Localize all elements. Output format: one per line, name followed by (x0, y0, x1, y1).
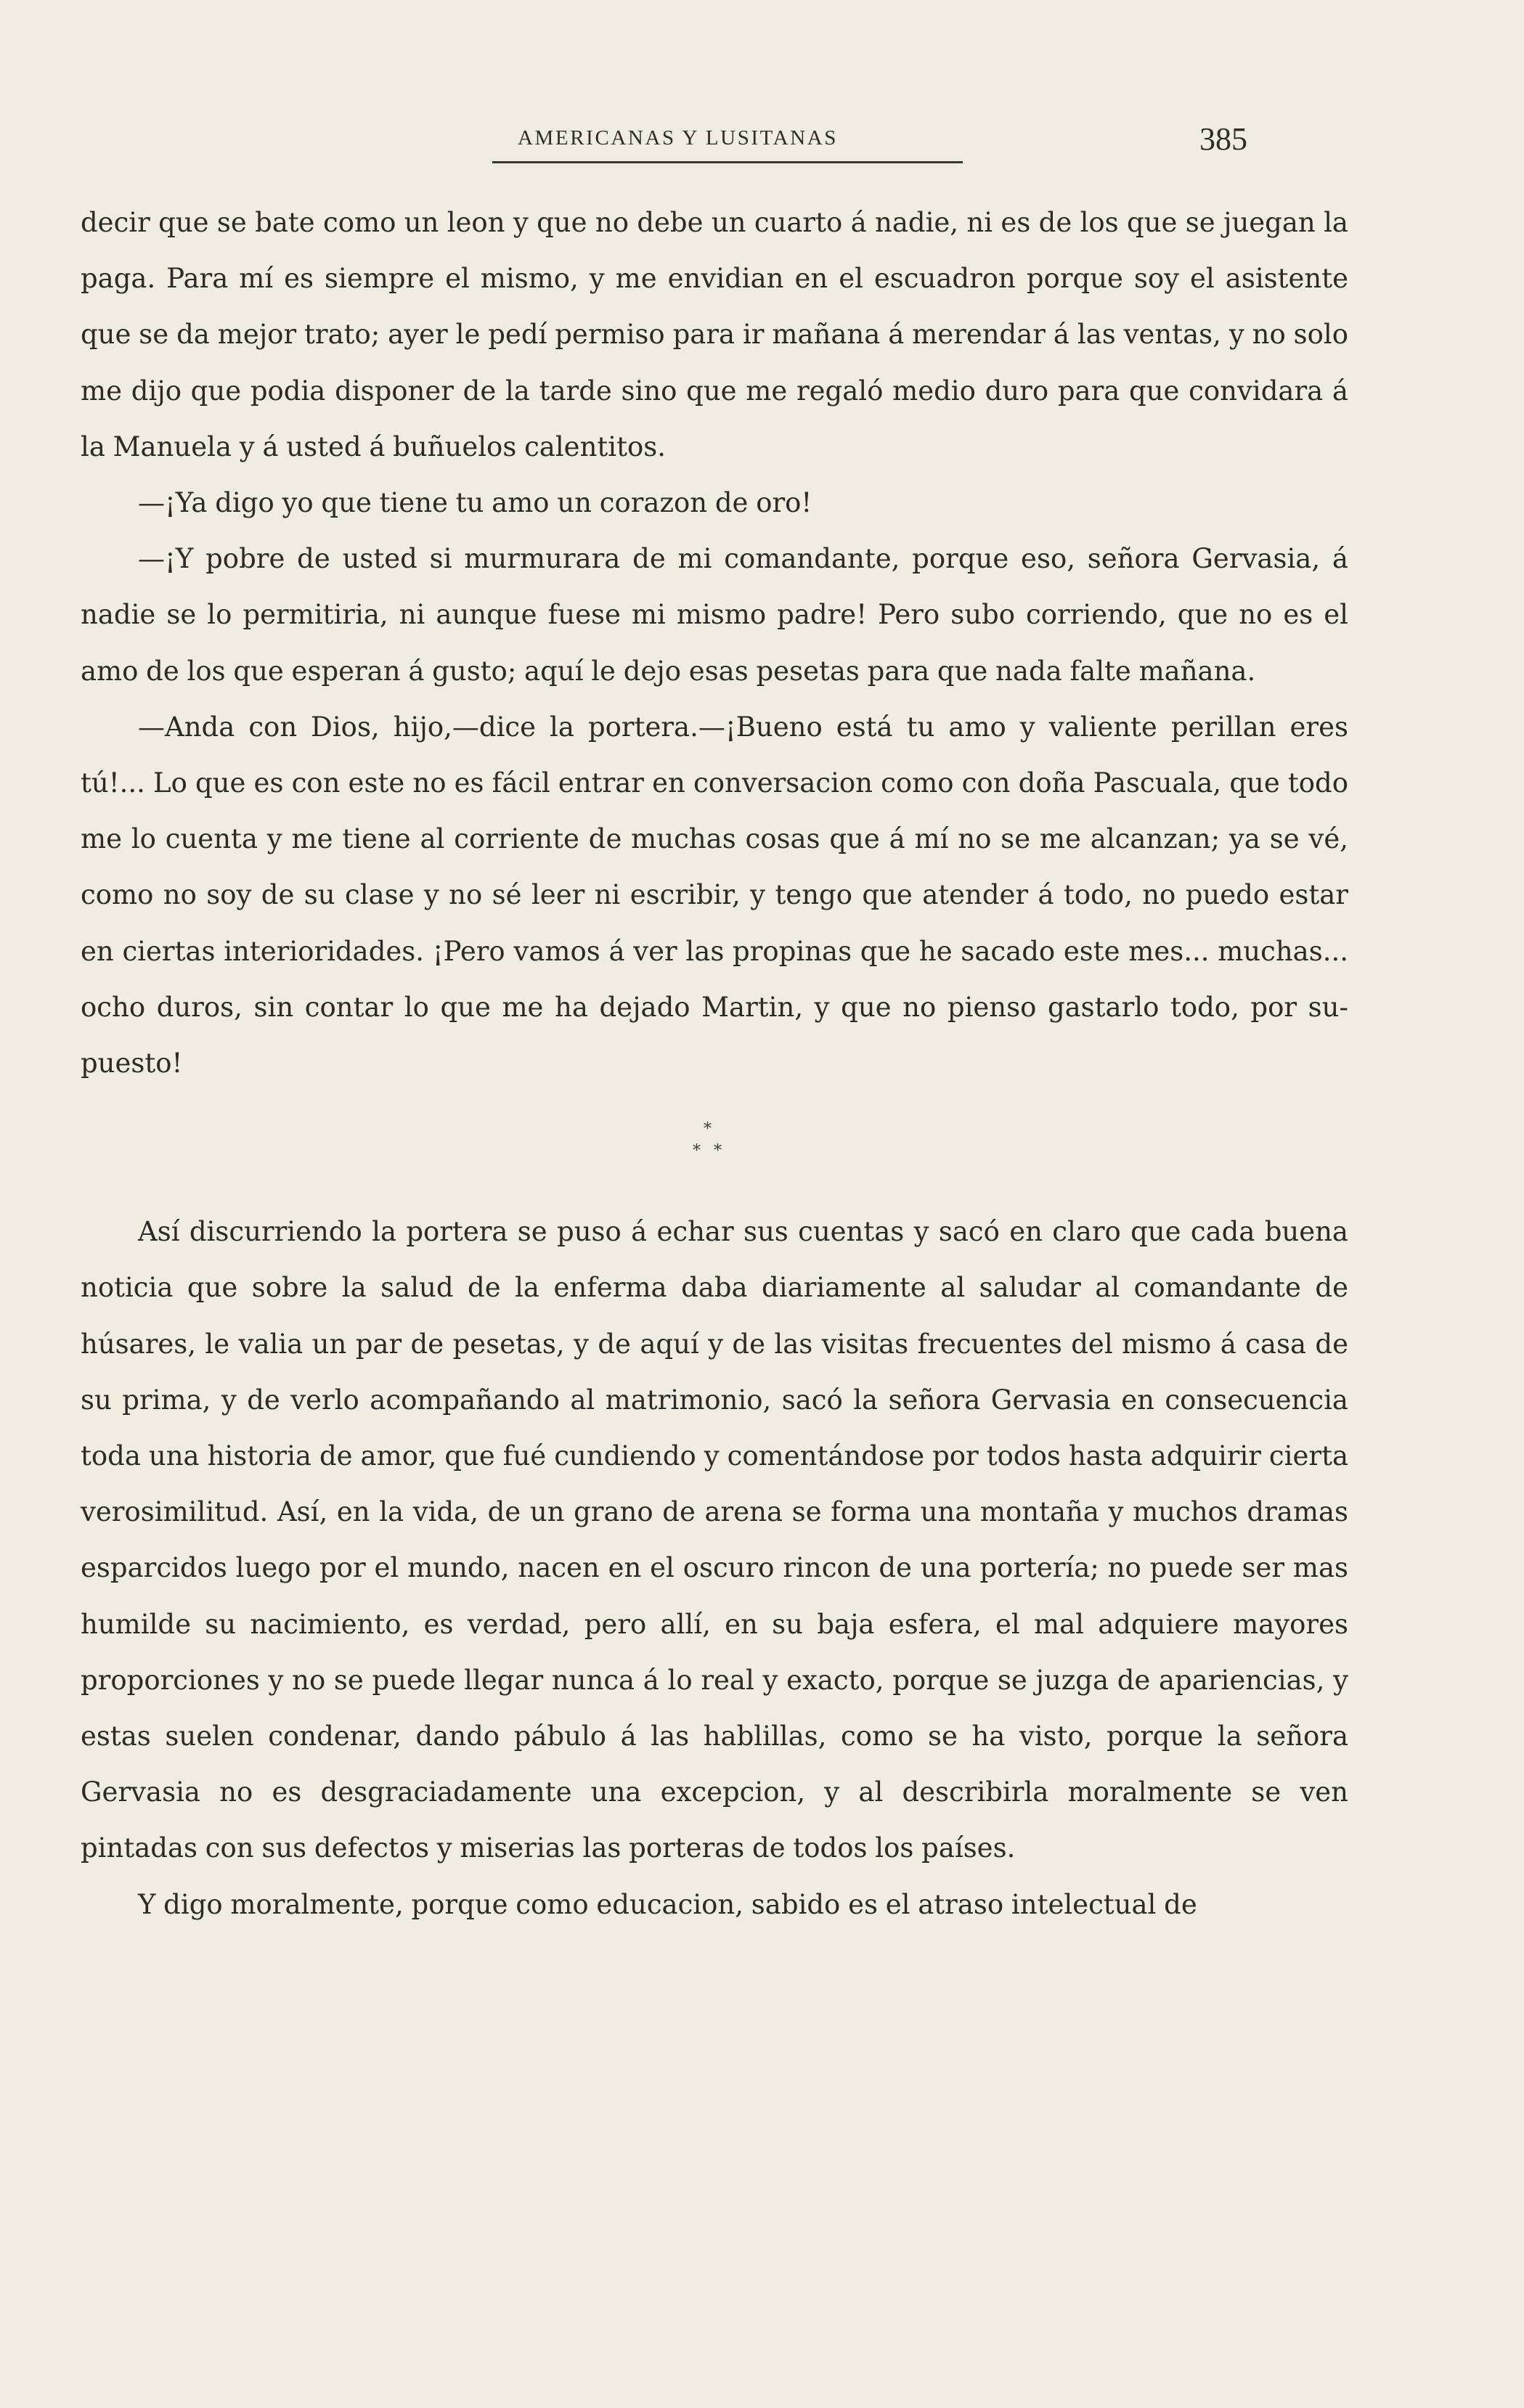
body-text (81, 195, 1348, 1932)
asterism-star-icon: * (714, 1142, 722, 1161)
asterism-star-icon: * (693, 1142, 701, 1161)
running-title: AMERICANAS Y LUSITANAS (518, 126, 839, 150)
paragraph-2: —¡Ya digo yo que tiene tu amo un corazon de oro! (138, 487, 812, 519)
page-number: 385 (1199, 121, 1247, 157)
running-head (492, 123, 963, 163)
paragraph-5: Así discurriendo la portera se puso á echar sus cuentas y sacó en claro que cada buena noticia que sobre la salud de la enferma daba diariamente al saludar al comandante de húsares, le valia un par de pesetas, y de aquí y de las visitas frecuentes del mismo á casa de su prima, y de verlo acompañando al matrimonio, sacó la señora Gervasia en consecuencia toda una historia de amor, que fué cundiendo y comentándose por todos hasta adquirir cierta verosimilitud. Así, en la vida, de un grano de arena se forma una montaña y muchos dramas esparcidos luego por el mundo, nacen en el oscuro rincon de una portería; no puede ser mas humilde su nacimiento, es verdad, pero allí, en su baja esfera, el mal adquiere mayores proporciones y no se puede llegar nunca á lo real y exacto, porque se juzga de apariencias, y estas suelen condenar, dando pábulo á las hablillas, como se ha visto, porque la señora Gervasia no es desgraciadamente una excepcion, y al describirla moralmente se ven pintadas con sus defectos y miserias las porteras de todos los países. (81, 1216, 1348, 1864)
section-break-asterism (81, 1091, 1348, 1204)
paragraph-6: Y digo moralmente, porque como educacion, sabido es el atraso intelectual de (138, 1888, 1197, 1920)
asterism-star-icon: * (704, 1120, 712, 1139)
paragraph-1: decir que se bate como un leon y que no debe un cuarto á nadie, ni es de los que se juegan la paga. Para mí es siempre el mismo, y me envidian en el escuadron porque soy el asistente que se da mejor trato; ayer le pedí permiso para ir mañana á merendar á las ventas, y no solo me dijo que podia disponer de la tarde sino que me regaló medio duro para que convidara á la Manuela y á usted á buñuelos calentitos. (81, 207, 1348, 462)
paragraph-3: —¡Y pobre de usted si murmurara de mi comandante, porque eso, señora Gervasia, á nadie se lo permitiria, ni aunque fuese mi mismo padre! Pero subo corriendo, que no es el amo de los que esperan á gusto; aquí le dejo esas pesetas para que nada falte mañana. (81, 543, 1348, 687)
paragraph-4: —Anda con Dios, hijo,—dice la portera.—¡Bueno está tu amo y valiente perillan eres tú!... Lo que es con este no es fácil entrar en conversacion como con doña Pascuala, que todo me lo cuenta y me tiene al corriente de muchas cosas que á mí no se me alcanzan; ya se vé, como no soy de su clase y no sé leer ni escribir, y tengo que atender á todo, no puedo estar en ciertas interioridades. ¡Pero vamos á ver las propinas que he sacado este mes... muchas... ocho duros, sin contar lo que me ha dejado Martin, y que no pienso gastarlo todo, por supuesto! (81, 711, 1348, 1079)
